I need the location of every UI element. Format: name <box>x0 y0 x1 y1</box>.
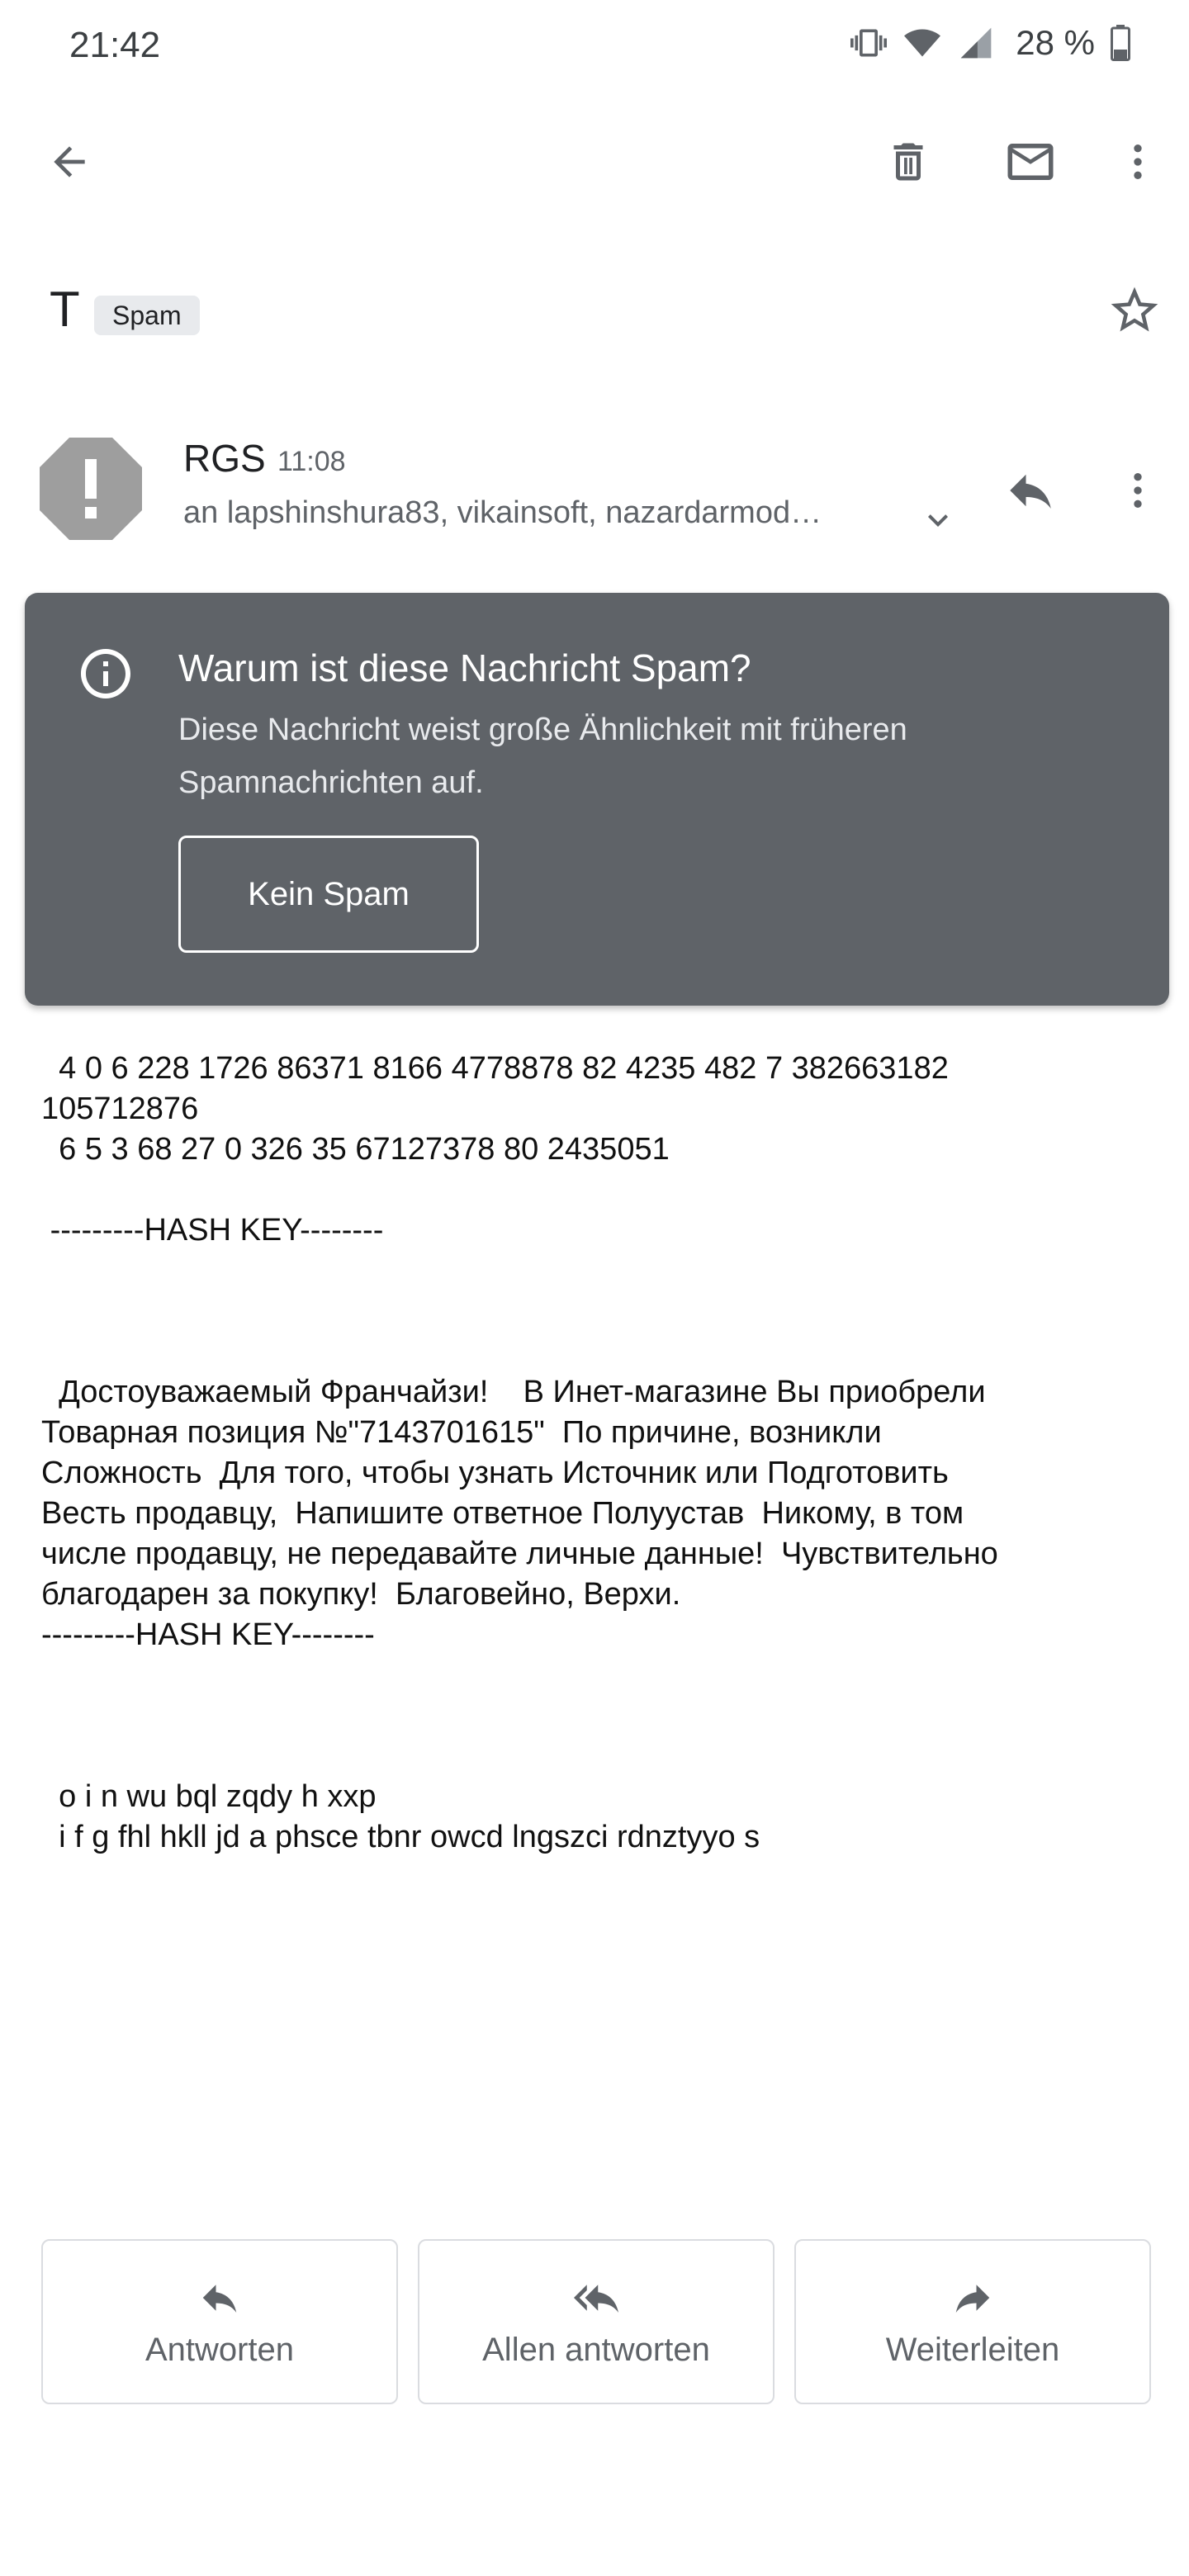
battery-percent: 28 % <box>1016 23 1095 62</box>
forward-label: Weiterleiten <box>885 2331 1060 2368</box>
chevron-down-icon[interactable] <box>918 500 958 540</box>
reply-icon[interactable] <box>991 451 1070 530</box>
star-icon[interactable] <box>1095 271 1174 350</box>
forward-button[interactable] <box>794 2239 1151 2404</box>
spam-label-chip[interactable]: Spam <box>94 296 200 335</box>
spam-warning-icon <box>40 438 142 540</box>
more-vert-icon[interactable] <box>1098 122 1177 201</box>
signal-icon <box>958 25 994 61</box>
sender-name[interactable]: RGS <box>183 437 266 480</box>
reply-all-button[interactable] <box>418 2239 775 2404</box>
spam-notice-description: Diese Nachricht weist große Ähnlichkeit mit früheren Spamnachrichten auf. <box>178 713 907 800</box>
status-icons <box>850 23 1131 63</box>
reply-all-label: Allen antworten <box>482 2331 710 2368</box>
sender-avatar[interactable] <box>40 438 142 540</box>
reply-button[interactable] <box>41 2239 398 2404</box>
spam-notice-title: Warum ist diese Nachricht Spam? <box>178 646 751 689</box>
mark-unread-icon[interactable] <box>991 122 1070 201</box>
battery-icon <box>1110 25 1131 61</box>
not-spam-button[interactable]: Kein Spam <box>178 836 479 953</box>
recipients-summary[interactable]: an lapshinshura83, vikainsoft, nazardarmod… <box>183 495 822 530</box>
delete-icon[interactable] <box>869 122 948 201</box>
info-icon <box>76 644 135 703</box>
forward-icon <box>950 2275 995 2320</box>
status-time: 21:42 <box>69 25 161 65</box>
wifi-icon <box>902 25 943 61</box>
reply-all-icon <box>572 2275 620 2320</box>
reply-icon <box>197 2275 242 2320</box>
vibrate-icon <box>850 25 887 61</box>
back-arrow-icon[interactable] <box>30 122 109 201</box>
email-subject: T <box>50 282 80 337</box>
email-body: 4 0 6 228 1726 86371 8166 4778878 82 4235 482 7 382663182 105712876 6 5 3 68 27 0 326 35 67127378 80 2435051 ---------HASH KEY-------- Достоуважаемый Франчайзи! В Инет-магазине Вы приобрели Товарная позиция №"7143701615" По причине, возникли Сложность Для того, чтобы узнать Источник или Подготовить Весть продавцу, Напишите ответное Полуустав Никому, в том числе продавцу, не передавайте личные данные! Чувствительно благодарен за покупку! Благовейно, Верхи. ---------HASH KEY-------- o i n wu bql zqdy h xxp i f g fhl hkll jd a phsce tbnr owcd lngszci rdnztyyo s <box>41 1051 998 1854</box>
message-more-vert-icon[interactable] <box>1098 451 1177 530</box>
reply-label: Antworten <box>144 2331 295 2368</box>
email-time: 11:08 <box>277 446 346 477</box>
